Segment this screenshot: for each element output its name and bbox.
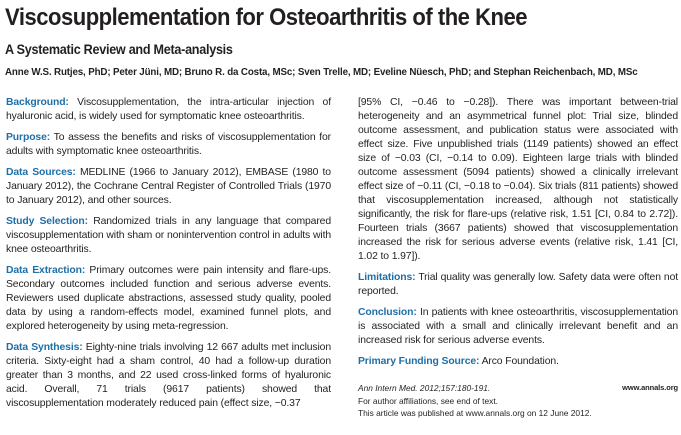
data-synthesis-text: Eighty-nine trials involving 12 667 adults met inclusion criteria. Sixty-eight had a sham control, 40 had a follow-up duration greater than 3 months, and 22 used cross-linked forms of hyaluronic acid. Overall, 71 trials (9617 patients) showed that viscosupplementation moderately reduced pain (effect size, −0.37 xyxy=(6,342,332,409)
article-footer xyxy=(358,382,678,420)
data-synthesis-continued xyxy=(358,96,678,264)
data-sources-section xyxy=(6,166,331,208)
data-synthesis-continued-text: [95% CI, −0.46 to −0.28]). There was important between-trial heterogeneity and an asymmetrical funnel plot: Trial size, blinded outcome assessment, and publication status were associated with effect size. Five unpublished trials (1149 patients) showed an effect size of −0.03 (CI, −0.14 to 0.09). Eighteen large trials with blinded outcome assessment (5094 patients) showed a clinically irrelevant effect size of −0.11 (CI, −0.18 to −0.04). Six trials (811 patients) showed that viscosupplementation increased, although not statistically significantly, the risk for flare-ups (relative risk, 1.51 [CI, 0.84 to 2.72]). Fourteen trials (3667 patients) showed that viscosupplementation increased the risk for serious adverse events (relative risk, 1.41 [CI, 1.02 to 1.97]). xyxy=(358,97,678,262)
study-selection-label: Study Selection: xyxy=(6,216,88,227)
purpose-section xyxy=(6,131,331,159)
funding-text: Arco Foundation. xyxy=(481,356,559,367)
limitations-label: Limitations: xyxy=(358,272,416,283)
data-extraction-section xyxy=(6,264,331,334)
study-selection-text: Randomized trials in any language that compared viscosupplementation with sham or nonintervention control in adults with knee osteoarthritis. xyxy=(6,216,331,255)
data-sources-text: MEDLINE (1966 to January 2012), EMBASE (1980 to January 2012), the Cochrane Central Register of Controlled Trials (1970 to January 2012), and other sources. xyxy=(6,167,331,206)
abstract-left-column xyxy=(6,96,331,418)
data-extraction-label: Data Extraction: xyxy=(6,265,86,276)
background-label: Background: xyxy=(6,97,69,108)
article-title: Viscosupplementation for Osteoarthritis of the Knee xyxy=(5,4,528,31)
published-note: This article was published at www.annals.org on 12 June 2012. xyxy=(358,408,592,419)
article-subtitle: A Systematic Review and Meta-analysis xyxy=(5,41,233,57)
background-section xyxy=(6,96,331,124)
data-synthesis-section xyxy=(6,341,331,411)
data-sources-label: Data Sources: xyxy=(6,167,76,178)
limitations-text: Trial quality was generally low. Safety data were often not reported. xyxy=(358,272,678,297)
purpose-text: To assess the benefits and risks of viscosupplementation for adults with symptomatic knee osteoarthritis. xyxy=(6,132,331,157)
funding-section xyxy=(358,355,678,369)
purpose-label: Purpose: xyxy=(6,132,51,143)
conclusion-text: In patients with knee osteoarthritis, viscosupplementation is associated with a small and clinically irrelevant benefit and an increased risk for serious adverse events. xyxy=(358,307,678,346)
affiliations-note: For author affiliations, see end of text. xyxy=(358,395,498,406)
limitations-section xyxy=(358,271,678,299)
abstract-right-column xyxy=(358,96,678,376)
study-selection-section xyxy=(6,215,331,257)
data-synthesis-label: Data Synthesis: xyxy=(6,342,83,353)
author-list: Anne W.S. Rutjes, PhD; Peter Jüni, MD; Bruno R. da Costa, MSc; Sven Trelle, MD; Eveline Nüesch, PhD; and Stephan Reichenbach, MD, MSc xyxy=(5,67,638,78)
funding-label: Primary Funding Source: xyxy=(358,356,480,367)
data-extraction-text: Primary outcomes were pain intensity and flare-ups. Secondary outcomes included function and serious adverse events. Reviewers used duplicate abstractions, assessed study quality, pooled data by using a random-effects model, examined funnel plots, and explored heterogeneity by using meta-regression. xyxy=(6,265,331,332)
conclusion-label: Conclusion: xyxy=(358,307,417,318)
conclusion-section xyxy=(358,306,678,348)
background-text: Viscosupplementation, the intra-articular injection of hyaluronic acid, is widely used for symptomatic knee osteoarthritis. xyxy=(6,97,331,122)
citation: Ann Intern Med. 2012;157:180-191. xyxy=(358,383,491,393)
journal-url[interactable]: www.annals.org xyxy=(622,383,678,392)
